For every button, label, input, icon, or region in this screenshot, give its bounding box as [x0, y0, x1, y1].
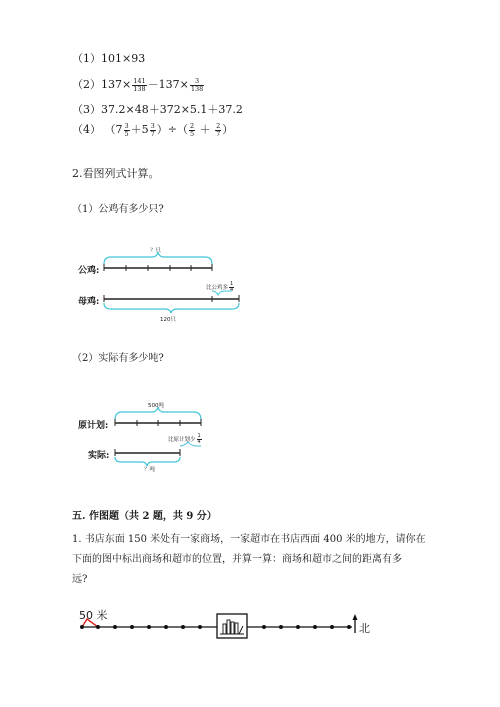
compare-text: 比原计划少: [168, 437, 196, 443]
problem-label: （1）: [72, 52, 101, 65]
problem-expression: ）÷（: [156, 123, 188, 136]
section-heading: 2.看图列式计算。: [72, 167, 160, 180]
question-label: （2）实际有多少吨?: [72, 353, 164, 364]
problem-expression: ）: [222, 123, 234, 136]
section-heading: 五. 作图题（共 2 题，共 9 分）: [72, 511, 217, 522]
fraction-denominator: 7: [216, 129, 221, 138]
problem-expression: －137×: [147, 78, 189, 91]
diagram-top-label: ？只: [150, 248, 162, 254]
plan-label: 原计划:: [78, 421, 109, 431]
north-label: 北: [359, 622, 370, 635]
diagram-bottom-label: 120只: [160, 317, 176, 323]
problem-expression: 37.2×48＋372×5.1＋37.2: [101, 103, 243, 116]
problem-label: （3）: [72, 103, 101, 116]
problem-expression: ＋: [199, 123, 211, 136]
fraction-numerator: 3: [190, 78, 204, 86]
fraction-numerator: 1: [197, 433, 201, 439]
problem-text-line: 远?: [72, 574, 88, 585]
fraction-numerator: 2: [216, 121, 221, 130]
problem-expression: （7: [104, 123, 123, 136]
diagram-bottom-label: ？吨: [144, 467, 156, 473]
problem-expression: ＋5: [130, 123, 149, 136]
diagram-top-label: 500吨: [148, 403, 164, 409]
fraction-numerator: 1: [230, 281, 234, 287]
fraction-numerator: 3: [124, 121, 129, 130]
question-label: （1）公鸡有多少只?: [72, 204, 164, 215]
problem-label: （4）: [72, 123, 101, 136]
problem-label: （2）: [72, 78, 101, 91]
problem-text-line: 1. 书店东面 150 米处有一家商场，一家超市在书店西面 400 米的地方，请你在: [72, 534, 426, 545]
fraction-numerator: 3: [150, 121, 155, 130]
problem-text-line: 下面的图中标出商场和超市的位置，并算一算：商场和超市之间的距离有多: [72, 554, 402, 565]
actual-label: 实际:: [88, 451, 110, 461]
fraction-denominator: 138: [133, 84, 146, 93]
fraction-numerator: 2: [190, 121, 195, 130]
problem-expression: 137×: [101, 78, 132, 91]
fraction-denominator: 4: [197, 439, 201, 445]
rooster-label: 公鸡:: [78, 266, 100, 276]
fraction-numerator: 141: [133, 76, 146, 85]
fraction-denominator: 4: [230, 287, 234, 293]
fraction-denominator: 7: [150, 129, 155, 138]
fraction-denominator: 5: [124, 129, 129, 138]
fraction-denominator: 138: [190, 84, 204, 93]
compare-text: 比公鸡多: [206, 285, 229, 291]
problem-expression: 101×93: [101, 52, 146, 65]
hen-label: 母鸡:: [78, 297, 100, 307]
fraction-denominator: 5: [190, 129, 195, 138]
scale-label: 50 米: [79, 609, 108, 622]
scale-marker: [82, 619, 98, 627]
